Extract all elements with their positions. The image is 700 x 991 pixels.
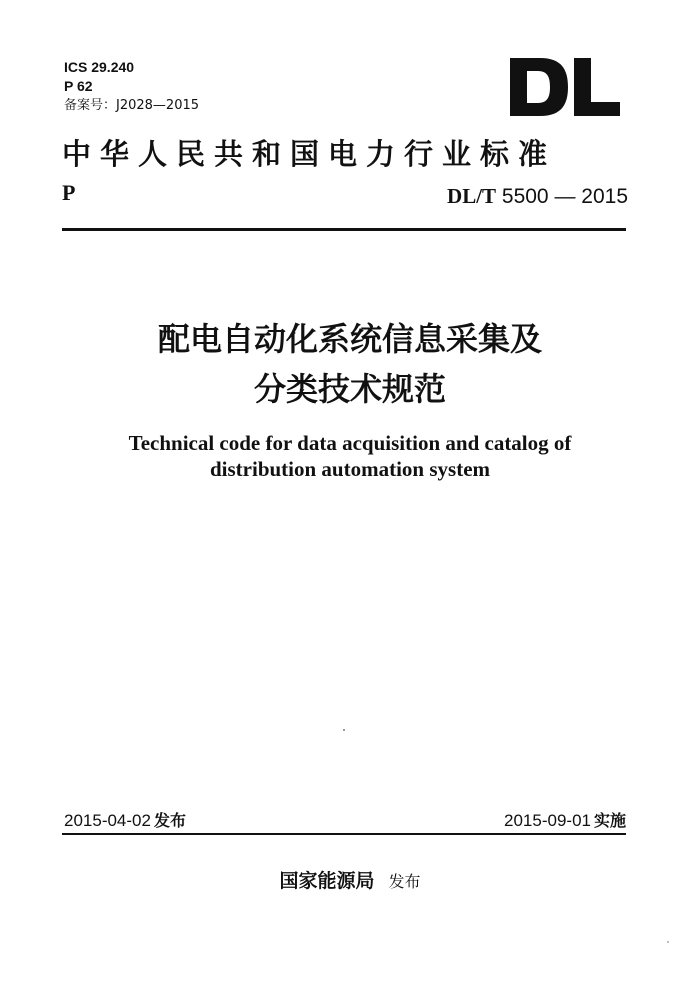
scan-speck bbox=[343, 729, 345, 731]
category-code: P 62 bbox=[64, 78, 93, 94]
issuer-action: 发布 bbox=[388, 872, 421, 891]
footer-divider bbox=[62, 833, 626, 835]
cover-metadata bbox=[64, 58, 199, 115]
chinese-title bbox=[0, 314, 700, 414]
ics-code: ICS 29.240 bbox=[64, 59, 135, 75]
scan-speck-edge bbox=[667, 941, 669, 943]
english-title-line-2: distribution automation system bbox=[209, 457, 491, 481]
issuer-org: 国家能源局 bbox=[279, 870, 375, 892]
english-title bbox=[0, 430, 700, 482]
english-title-line-1: Technical code for data acquisition and catalog of bbox=[128, 431, 572, 455]
standard-code-prefix: DL/T bbox=[447, 184, 497, 208]
issuing-authority bbox=[0, 866, 700, 893]
issue-date-value: 2015-04-02 bbox=[64, 811, 151, 830]
chinese-title-line-2: 分类技术规范 bbox=[253, 370, 446, 408]
chinese-title-line-1: 配电自动化系统信息采集及 bbox=[157, 320, 542, 358]
dl-logo bbox=[510, 58, 620, 116]
classification-letter: P bbox=[62, 180, 76, 205]
implementation-date-value: 2015-09-01 bbox=[504, 811, 591, 830]
record-number: 备案号：J2028—2015 bbox=[64, 98, 200, 113]
standard-type-title: 中华人民共和国电力行业标准 bbox=[62, 137, 557, 171]
header-divider bbox=[62, 228, 626, 231]
implementation-date bbox=[504, 808, 626, 831]
standard-code bbox=[447, 184, 628, 209]
implementation-date-word: 实施 bbox=[593, 811, 626, 830]
standard-code-number: 5500 — 2015 bbox=[501, 185, 628, 208]
issue-date-word: 发布 bbox=[153, 811, 186, 830]
issue-date bbox=[64, 808, 186, 831]
